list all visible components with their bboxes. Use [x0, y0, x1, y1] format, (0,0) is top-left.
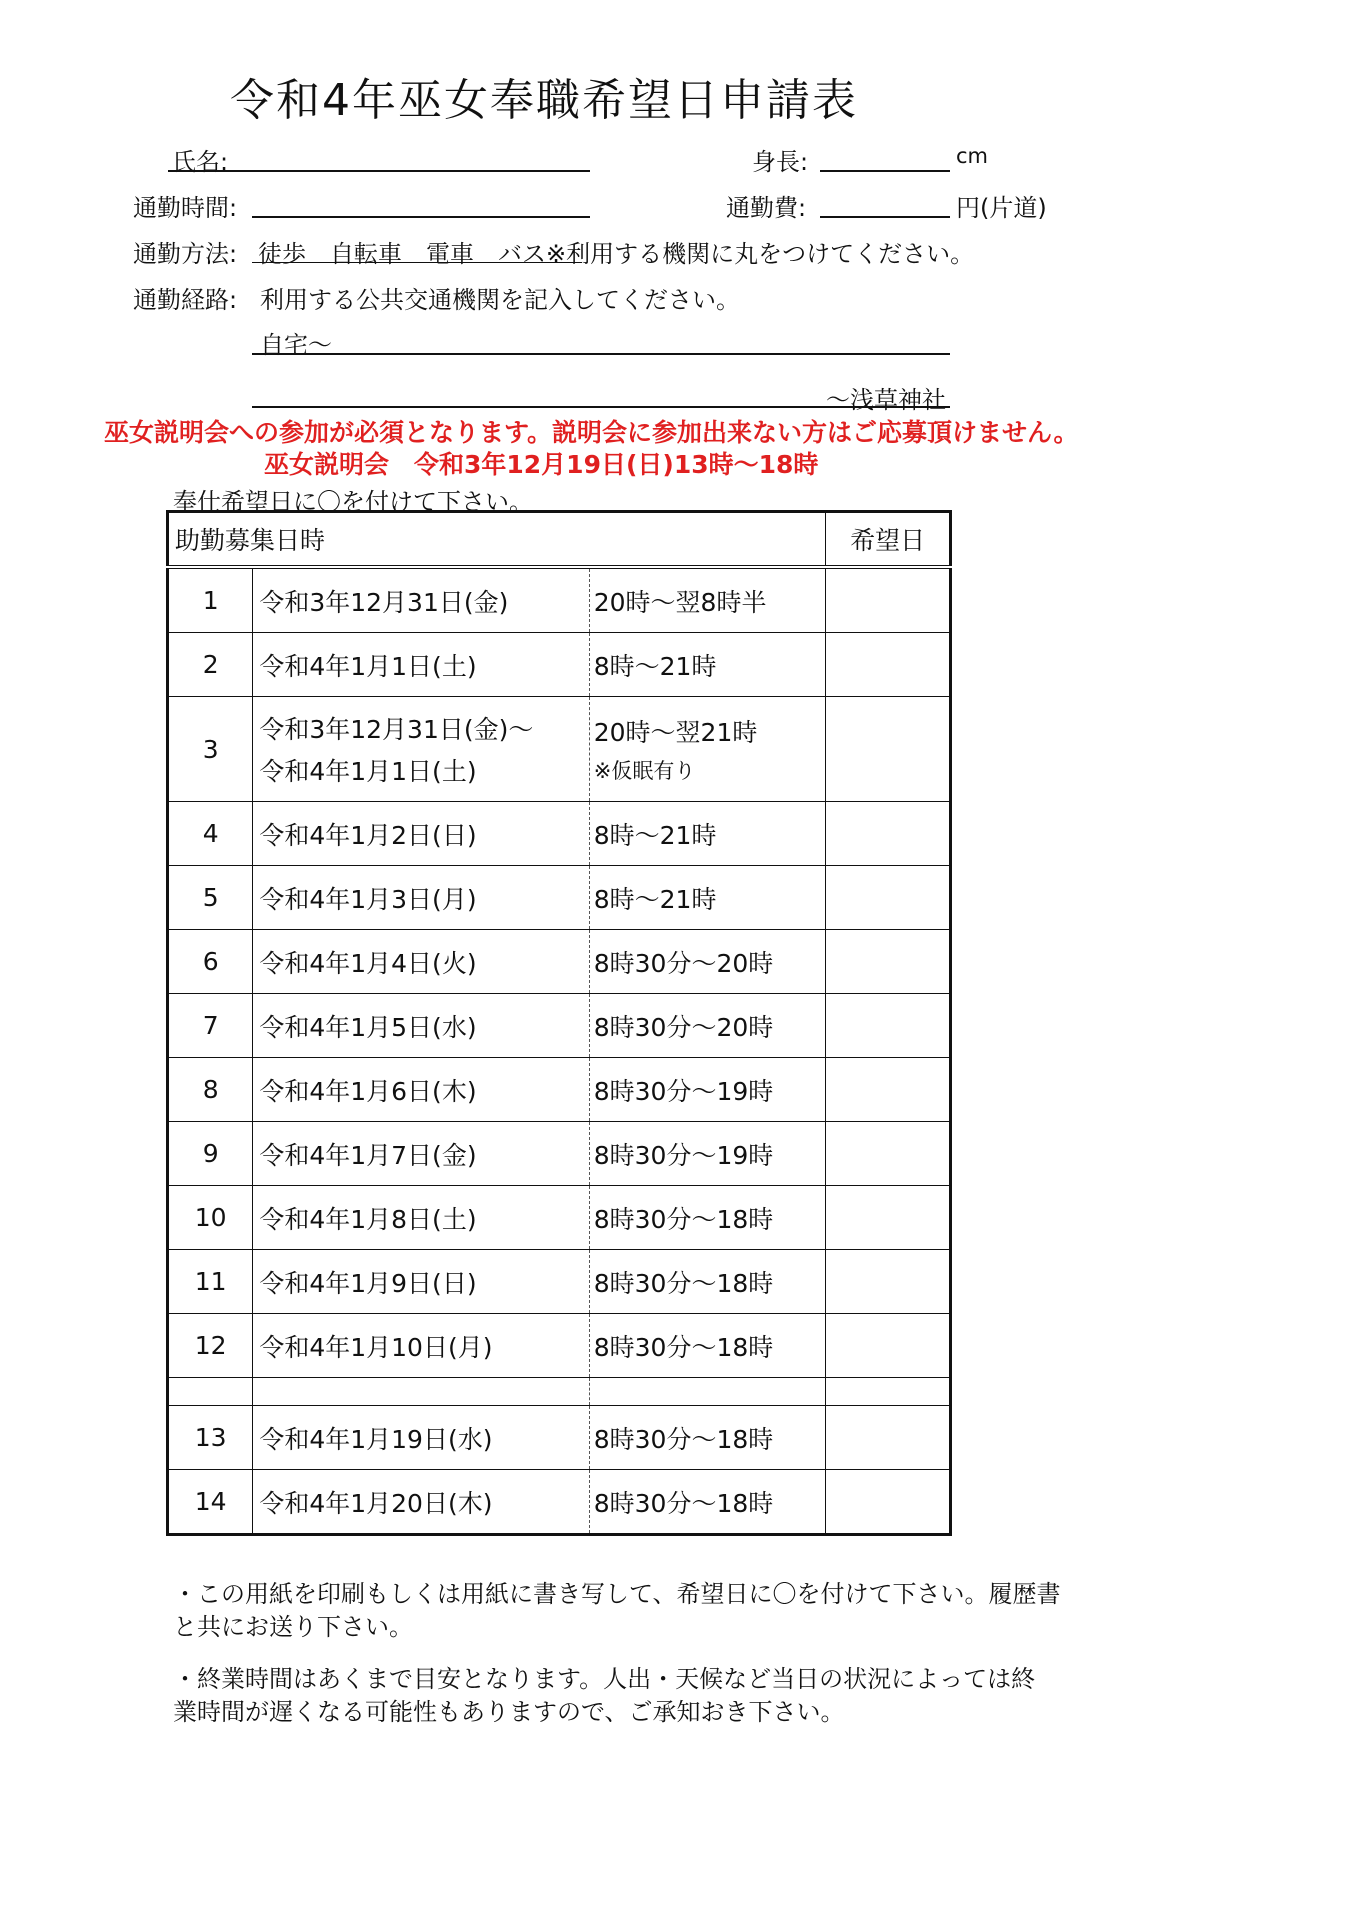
row-time: 8時30分～18時: [589, 1250, 825, 1314]
commute-method-note: ※利用する機関に丸をつけてください。: [546, 240, 975, 268]
row-wish-cell[interactable]: [826, 1470, 951, 1535]
commute-method-options[interactable]: 徒歩 自転車 電車 バス: [258, 240, 546, 268]
row-date: 令和4年1月2日(日): [253, 802, 589, 866]
table-row: [168, 930, 951, 994]
row-date: 令和3年12月31日(金): [253, 567, 589, 633]
row-date: 令和4年1月1日(土): [253, 633, 589, 697]
row-date: 令和4年1月8日(土): [253, 1186, 589, 1250]
row-date: [253, 697, 589, 802]
footnote-print-line1: ・この用紙を印刷もしくは用紙に書き写して、希望日に〇を付けて下さい。履歴書: [173, 1580, 1061, 1608]
route-line-1[interactable]: [252, 353, 950, 355]
row-time: 8時30分～18時: [589, 1406, 825, 1470]
row-no-empty: [168, 1378, 253, 1406]
table-row: [168, 1058, 951, 1122]
table-row: [168, 994, 951, 1058]
row-no: 6: [168, 930, 253, 994]
table-row: [168, 866, 951, 930]
row-no: 12: [168, 1314, 253, 1378]
row-wish-cell[interactable]: [826, 866, 951, 930]
row-wish-cell[interactable]: [826, 802, 951, 866]
row-wish-cell[interactable]: [826, 1186, 951, 1250]
commute-time-field[interactable]: [252, 216, 590, 218]
row-time: 8時30分～20時: [589, 994, 825, 1058]
row-wish-empty: [826, 1378, 951, 1406]
row-date: 令和4年1月5日(水): [253, 994, 589, 1058]
row-no: 2: [168, 633, 253, 697]
route-note: 利用する公共交通機関を記入してください。: [260, 286, 740, 314]
row-time: 8時30分～18時: [589, 1186, 825, 1250]
schedule-table: [166, 510, 952, 1536]
row-time-empty: [589, 1378, 825, 1406]
row-time: 8時30分～19時: [589, 1122, 825, 1186]
commute-time-label: 通勤時間:: [133, 194, 238, 222]
row-wish-cell[interactable]: [826, 1314, 951, 1378]
commute-cost-unit: 円(片道): [956, 194, 1047, 222]
footnote-end-time-line2: 業時間が遅くなる可能性もありますので、ご承知おき下さい。: [173, 1698, 845, 1726]
row-no: 8: [168, 1058, 253, 1122]
table-row: [168, 1406, 951, 1470]
height-label: 身長:: [752, 148, 809, 176]
footnote-print: [173, 1578, 1061, 1644]
row-wish-cell[interactable]: [826, 1250, 951, 1314]
route-label: 通勤経路:: [133, 286, 238, 314]
row-wish-cell[interactable]: [826, 1058, 951, 1122]
commute-method-underline: [252, 262, 582, 263]
table-row: [168, 567, 951, 633]
header-wish: 希望日: [826, 512, 951, 568]
table-row: [168, 633, 951, 697]
height-field[interactable]: [820, 170, 950, 172]
row-no: 11: [168, 1250, 253, 1314]
notice-required: 巫女説明会への参加が必須となります。説明会に参加出来ない方はご応募頂けません。: [104, 418, 1079, 447]
row-time: 20時～翌8時半: [589, 567, 825, 633]
row-time: 8時30分～20時: [589, 930, 825, 994]
row-date: 令和4年1月3日(月): [253, 866, 589, 930]
row-date-end: 令和4年1月1日(土): [259, 757, 477, 786]
row-time: 8時～21時: [589, 633, 825, 697]
row-date: 令和4年1月4日(火): [253, 930, 589, 994]
row-time: 8時～21時: [589, 802, 825, 866]
header-schedule: 助勤募集日時: [168, 512, 826, 568]
row-wish-cell[interactable]: [826, 930, 951, 994]
row-no: 5: [168, 866, 253, 930]
row-time: 8時30分～18時: [589, 1470, 825, 1535]
row-time: 8時～21時: [589, 866, 825, 930]
row-time: 8時30分～18時: [589, 1314, 825, 1378]
row-date: 令和4年1月10日(月): [253, 1314, 589, 1378]
row-no: 4: [168, 802, 253, 866]
row-time: [589, 697, 825, 802]
row-time-range: 20時～翌21時: [593, 718, 758, 747]
row-date-start: 令和3年12月31日(金)～: [259, 715, 534, 744]
row-wish-cell[interactable]: [826, 697, 951, 802]
table-row-empty: [168, 1378, 951, 1406]
route-start: 自宅～: [260, 331, 332, 359]
table-header-row: [168, 512, 951, 568]
footnote-end-time-line1: ・終業時間はあくまで目安となります。人出・天候など当日の状況によっては終: [173, 1665, 1036, 1693]
row-wish-cell[interactable]: [826, 633, 951, 697]
footnote-end-time: [173, 1663, 1035, 1729]
row-date-empty: [253, 1378, 589, 1406]
row-time-note: ※仮眠有り: [593, 759, 696, 783]
row-date: 令和4年1月7日(金): [253, 1122, 589, 1186]
table-row: [168, 802, 951, 866]
page-title: 令和4年巫女奉職希望日申請表: [230, 75, 858, 126]
row-no: 14: [168, 1470, 253, 1535]
row-wish-cell[interactable]: [826, 567, 951, 633]
row-no: 9: [168, 1122, 253, 1186]
name-label: 氏名:: [172, 148, 229, 176]
row-wish-cell[interactable]: [826, 994, 951, 1058]
notice-briefing-date: 巫女説明会 令和3年12月19日(日)13時～18時: [264, 450, 819, 479]
instruction-text: 奉仕希望日に〇を付けて下さい。: [173, 488, 533, 516]
name-field[interactable]: [168, 170, 590, 172]
commute-cost-field[interactable]: [820, 216, 950, 218]
row-date: 令和4年1月19日(水): [253, 1406, 589, 1470]
row-no: 10: [168, 1186, 253, 1250]
row-date: 令和4年1月6日(木): [253, 1058, 589, 1122]
table-row: [168, 1122, 951, 1186]
table-row: [168, 1186, 951, 1250]
row-no: 13: [168, 1406, 253, 1470]
route-line-2[interactable]: [252, 406, 950, 408]
row-no: 3: [168, 697, 253, 802]
row-no: 7: [168, 994, 253, 1058]
row-wish-cell[interactable]: [826, 1406, 951, 1470]
row-date: 令和4年1月20日(木): [253, 1470, 589, 1535]
height-unit: cm: [956, 144, 989, 168]
table-row: [168, 697, 951, 802]
footnote-print-line2: と共にお送り下さい。: [173, 1613, 413, 1641]
row-time: 8時30分～19時: [589, 1058, 825, 1122]
table-row: [168, 1314, 951, 1378]
row-no: 1: [168, 567, 253, 633]
row-date: 令和4年1月9日(日): [253, 1250, 589, 1314]
table-row: [168, 1470, 951, 1535]
row-wish-cell[interactable]: [826, 1122, 951, 1186]
table-row: [168, 1250, 951, 1314]
route-end: ～浅草神社: [826, 386, 946, 414]
commute-method-label: 通勤方法:: [133, 240, 238, 268]
commute-cost-label: 通勤費:: [726, 194, 807, 222]
